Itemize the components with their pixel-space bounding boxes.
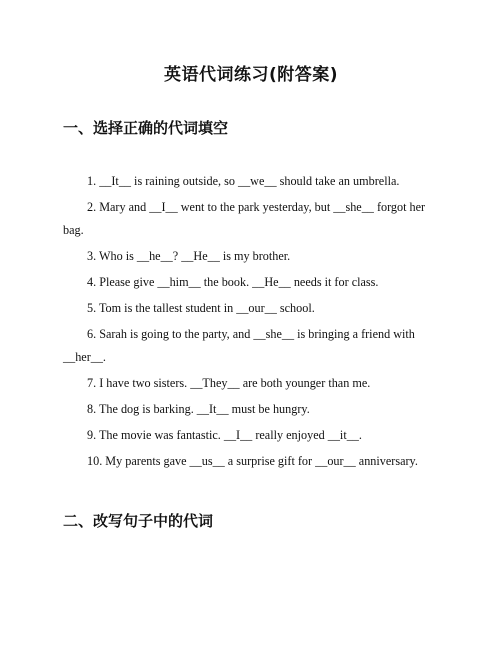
question-item: 3. Who is __he__? __He__ is my brother.	[87, 249, 291, 263]
question-item: 7. I have two sisters. __They__ are both younger than me.	[87, 376, 371, 390]
question-item: 2. Mary and __I__ went to the park yesterday, but __she__ forgot her bag.	[63, 200, 426, 237]
question-item: 5. Tom is the tallest student in __our__ school.	[87, 301, 315, 315]
question-item: 10. My parents gave __us__ a surprise gift for __our__ anniversary.	[87, 454, 418, 468]
section-heading-rewrite: 二、改写句子中的代词	[63, 512, 214, 530]
document-title: 英语代词练习(附答案)	[163, 65, 339, 85]
question-item: 4. Please give __him__ the book. __He__ needs it for class.	[87, 275, 379, 289]
question-item: 1. __It__ is raining outside, so __we__ should take an umbrella.	[87, 174, 400, 188]
question-item: 8. The dog is barking. __It__ must be hungry.	[87, 402, 310, 416]
section-heading-fill-in: 一、选择正确的代词填空	[63, 119, 229, 137]
question-item: 9. The movie was fantastic. __I__ really enjoyed __it__.	[87, 428, 362, 442]
question-item: 6. Sarah is going to the party, and __she__ is bringing a friend with __her__.	[63, 327, 415, 364]
question-list	[63, 170, 443, 476]
